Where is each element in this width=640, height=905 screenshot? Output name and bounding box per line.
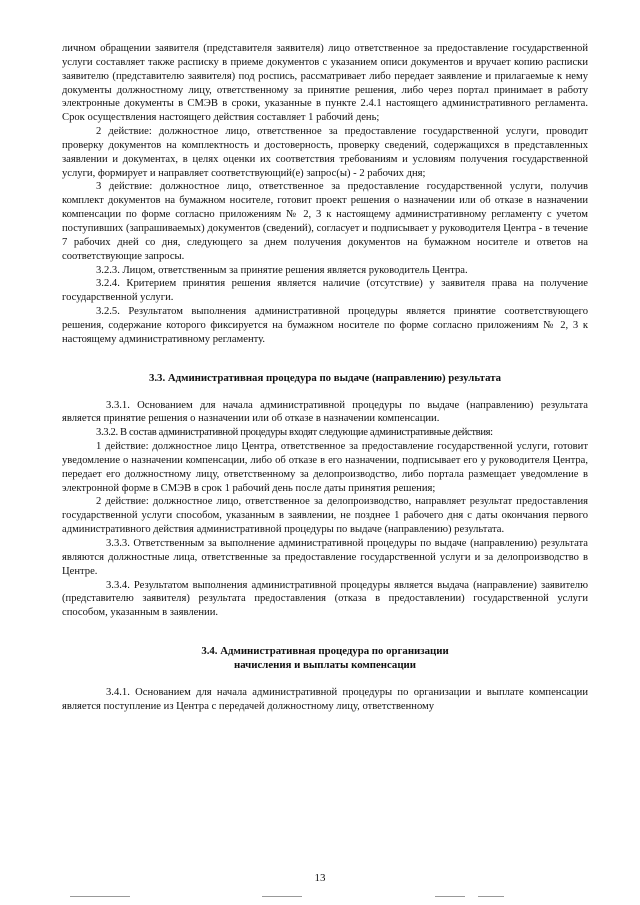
paragraph-intake-continued: личном обращении заявителя (представителя заявителя) лицо ответственное за предоставление государственной услуги составляет также расписку в приеме документов с указанием описи документов и вручает копию расписки заявителю (представителю заявителя) под роспись, рассматривает либо передает заявление и прилагаемые к нему документы должностному лицу, ответственному за принятие решения, либо через портал принимает в работу электронные документы в СМЭВ в сроки, указанные в пункте 2.4.1 настоящего административного регламента. Срок осуществления настоящего действия составляет 1 рабочий день; <box>62 43 588 124</box>
paragraph-3-3-action-1: 1 действие: должностное лицо Центра, ответственное за предоставление государственной услуги, готовит уведомление о назначении компенсации, либо об отказе в его назначении, подписывает его у руководителя Центра, передает его должностному лицу, ответственному за делопроизводство, либо портала размещает уведомление в электронной форме в СМЭВ в срок 1 рабочий день после даты принятия решения; <box>62 441 588 494</box>
paragraph-3-3-2: 3.3.2. В состав административной процедуры входят следующие административные действия: <box>96 427 493 439</box>
paragraph-3-4-1: 3.4.1. Основанием для начала административной процедуры по организации и выплате компенсации является поступление из Центра с передачей должностному лицу, ответственному <box>62 687 588 712</box>
paragraph-action-3: 3 действие: должностное лицо, ответственное за предоставление государственной услуги, получив комплект документов на бумажном носителе, готовит проект решения о назначении или об отказе в назначении компенсации по форме согласно приложениям № 2, 3 к настоящему административному регламенту с учетом поступивших (запрашиваемых) документов (сведений), согласует и подписывает у руководителя Центра - в течение 7 рабочих дней со дня, следующего за днем получения документов на бумажном носителе и ответов на соответствующие запросы. <box>62 181 588 262</box>
paragraph-3-2-4: 3.2.4. Критерием принятия решения является наличие (отсутствие) у заявителя права на получение государственной услуги. <box>62 278 588 304</box>
paragraph-3-3-4: 3.3.4. Результатом выполнения административной процедуры является выдача (направление) заявителю (представителю заявителя) результата предоставления (отказа в предоставлении) государственной услуги способом, указанным в заявлении. <box>62 579 588 619</box>
section-heading-3-4-line2: начисления и выплаты компенсации <box>234 659 416 672</box>
scan-mark <box>435 896 465 897</box>
paragraph-3-2-3: 3.2.3. Лицом, ответственным за принятие решения является руководитель Центра. <box>96 264 468 276</box>
paragraph-3-3-action-2: 2 действие: должностное лицо, ответственное за делопроизводство, направляет результат предоставления государственной услуги способом, указанным в заявлении, не позднее 1 рабочего дня с даты окончания первого административного действия административной процедуры по выдаче (направлению) результата. <box>62 496 588 536</box>
scan-mark <box>478 896 504 897</box>
paragraph-3-3-1: 3.3.1. Основанием для начала административной процедуры по выдаче (направлению) результата является принятие решения о назначении или об отказе в назначении компенсации. <box>62 399 588 425</box>
paragraph-action-2: 2 действие: должностное лицо, ответственное за предоставление государственной услуги, проводит проверку документов на комплектность и достоверность, проверку сведений, содержащихся в представленных заявлении и документах, в целях оценки их соответствия требованиям и условиям получения государственной услуги, формирует и направляет соответствующий(е) запрос(ы) - 2 рабочих дня; <box>62 126 588 179</box>
scan-mark <box>262 896 302 897</box>
page-number: 13 <box>314 872 326 884</box>
section-heading-3-3: 3.3. Административная процедура по выдаче (направлению) результата <box>148 371 502 384</box>
paragraph-3-2-5: 3.2.5. Результатом выполнения административной процедуры является принятие соответствующего решения, содержание которого фиксируется на бумажном носителе по форме согласно приложениям № 2, 3 к настоящему административному регламенту. <box>62 306 588 345</box>
section-heading-3-4-line1: 3.4. Административная процедура по организации <box>201 645 449 658</box>
scan-mark <box>70 896 130 897</box>
paragraph-3-3-3: 3.3.3. Ответственным за выполнение административной процедуры по выдаче (направлению) результата являются должностные лица, ответственные за предоставление государственной услуги и за делопроизводство в Центре. <box>62 538 588 577</box>
document-body <box>62 42 588 714</box>
